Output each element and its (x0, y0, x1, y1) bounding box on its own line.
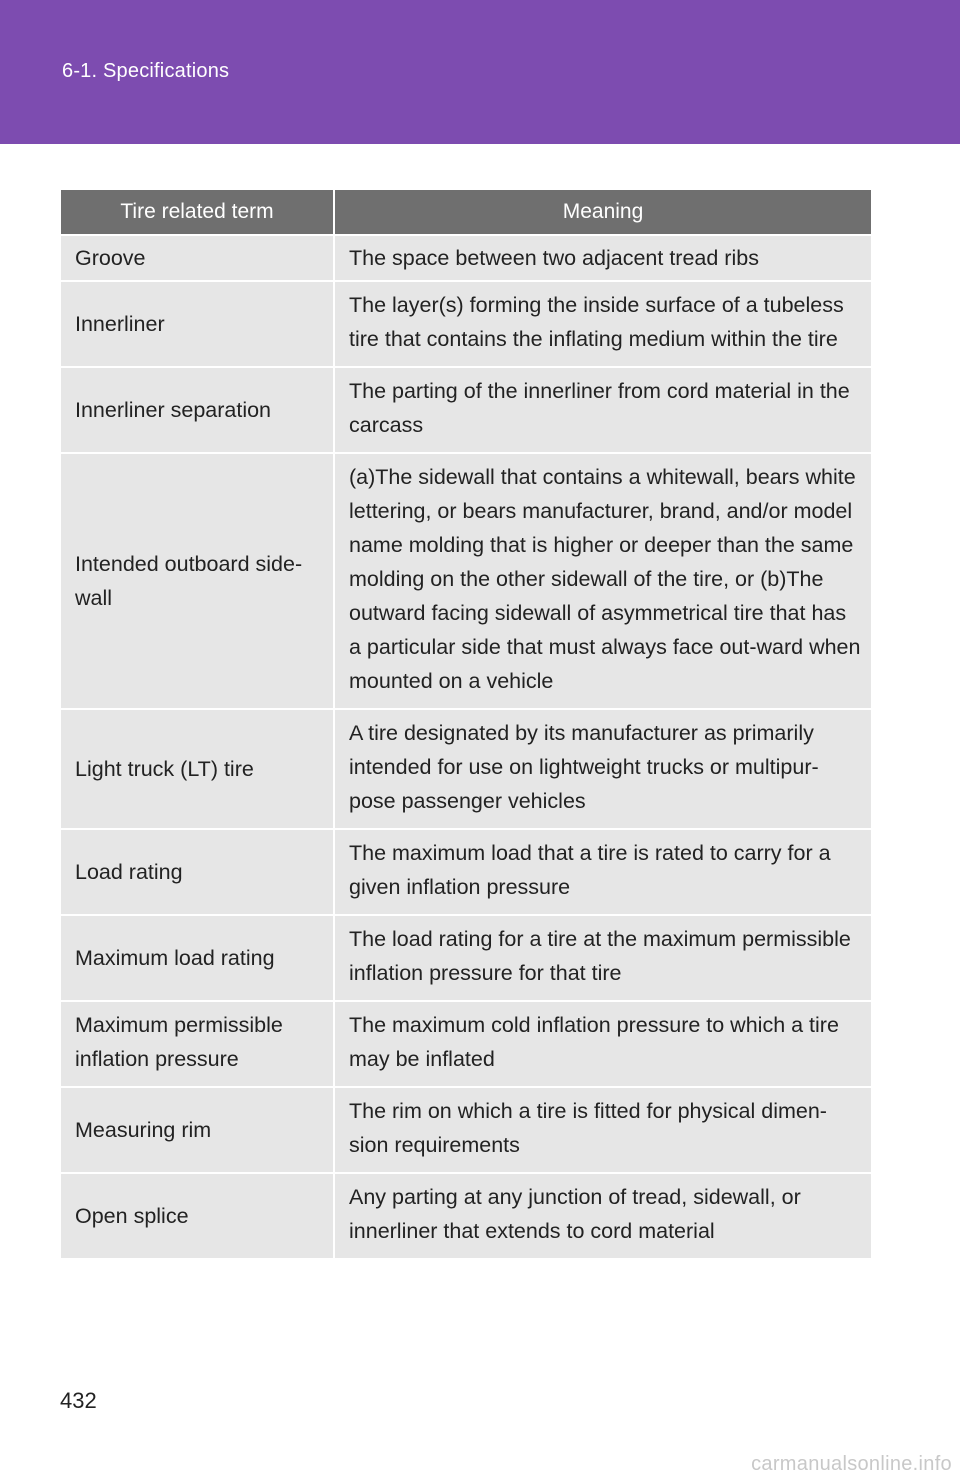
table-row (61, 1087, 871, 1173)
section-header-bar (0, 0, 960, 144)
meaning-cell: The maximum cold inflation pressure to which a tire may be inflated (334, 1001, 871, 1087)
table-row (61, 367, 871, 453)
meaning-cell: The load rating for a tire at the maximum permissible inflation pressure for that tire (334, 915, 871, 1001)
table-row (61, 453, 871, 709)
meaning-cell: The maximum load that a tire is rated to carry for a given inflation pressure (334, 829, 871, 915)
term-cell: Groove (61, 235, 334, 281)
meaning-cell: A tire designated by its manufacturer as primarily intended for use on lightweight trucks or multipur-pose passenger vehicles (334, 709, 871, 829)
table-row (61, 235, 871, 281)
table-row (61, 709, 871, 829)
tire-terms-table (61, 190, 871, 1260)
term-cell: Maximum permissible inflation pressure (61, 1001, 334, 1087)
meaning-cell: The rim on which a tire is fitted for physical dimen-sion requirements (334, 1087, 871, 1173)
term-cell: Maximum load rating (61, 915, 334, 1001)
term-cell: Innerliner (61, 281, 334, 367)
meaning-cell: The layer(s) forming the inside surface of a tubeless tire that contains the inflating medium within the tire (334, 281, 871, 367)
table-row (61, 1173, 871, 1259)
table-row (61, 1001, 871, 1087)
column-header-meaning: Meaning (334, 190, 871, 235)
meaning-cell: The space between two adjacent tread ribs (334, 235, 871, 281)
column-header-term: Tire related term (61, 190, 334, 235)
meaning-cell: Any parting at any junction of tread, sidewall, or innerliner that extends to cord material (334, 1173, 871, 1259)
watermark-text: carmanualsonline.info (751, 1453, 952, 1475)
meaning-cell: (a)The sidewall that contains a whitewall, bears white lettering, or bears manufacturer, brand, and/or model name molding that is higher or deeper than the same molding on the other sidewall of the tire, or (b)The outward facing sidewall of asymmetrical tire that has a particular side that must always face out-ward when mounted on a vehicle (334, 453, 871, 709)
section-title: 6-1. Specifications (62, 60, 230, 82)
table-row (61, 281, 871, 367)
term-cell: Measuring rim (61, 1087, 334, 1173)
table-row (61, 829, 871, 915)
page-number: 432 (60, 1388, 97, 1413)
table-header-row (61, 190, 871, 235)
meaning-cell: The parting of the innerliner from cord material in the carcass (334, 367, 871, 453)
term-cell: Light truck (LT) tire (61, 709, 334, 829)
term-cell: Innerliner separation (61, 367, 334, 453)
term-cell: Intended outboard side-wall (61, 453, 334, 709)
table-row (61, 915, 871, 1001)
term-cell: Open splice (61, 1173, 334, 1259)
term-cell: Load rating (61, 829, 334, 915)
